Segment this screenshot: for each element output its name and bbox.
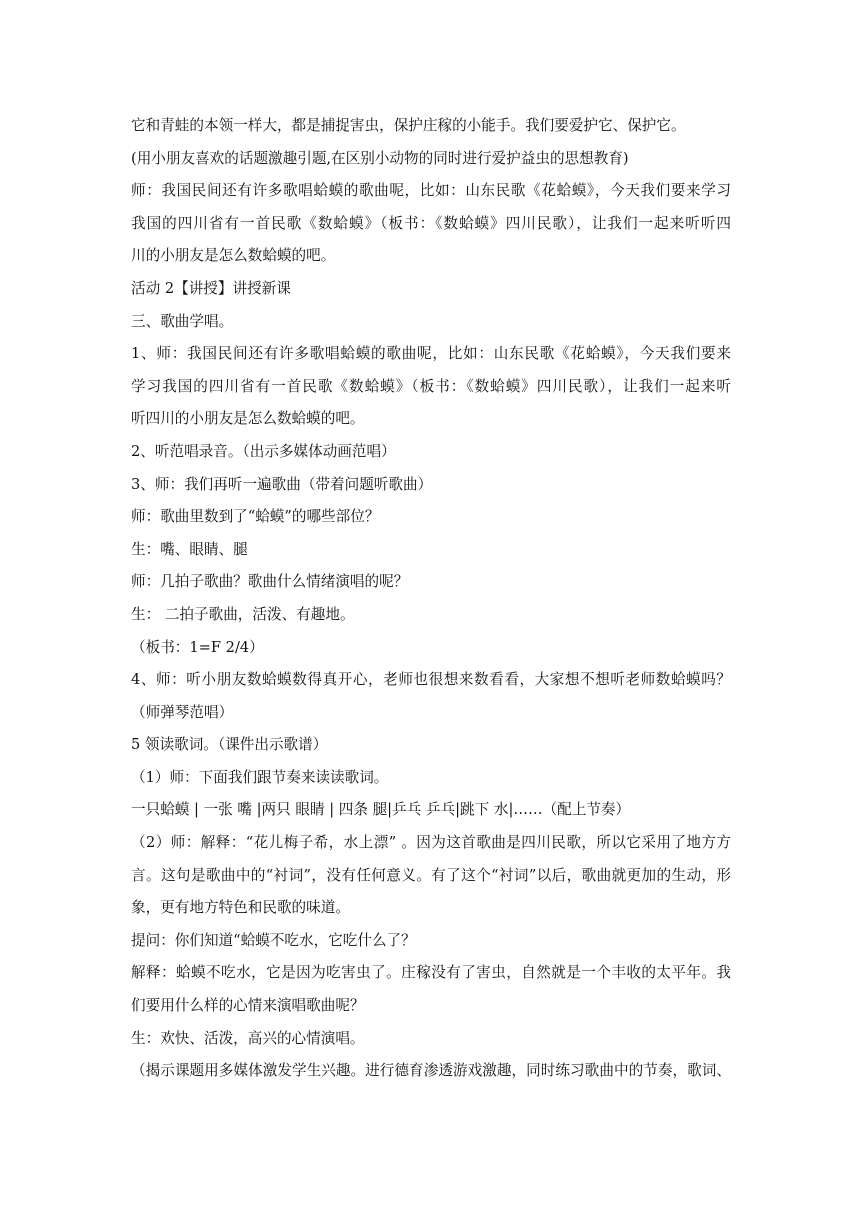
- text-line: 们要用什么样的心情来演唱歌曲呢？: [131, 997, 365, 1015]
- text-line: 师：歌曲里数到了“蛤蟆”的哪些部位？: [131, 508, 380, 526]
- text-line: 师：我国民间还有许多歌唱蛤蟆的歌曲呢，比如：山东民歌《花蛤蟆》，今天我们要来学习: [131, 182, 731, 200]
- text-line: (用小朋友喜欢的话题激趣引题,在区别小动物的同时进行爱护益虫的思想教育): [131, 149, 629, 167]
- text-line: 提问：你们知道“蛤蟆不吃水，它吃什么了？: [131, 931, 416, 949]
- text-line: 师：几拍子歌曲？歌曲什么情绪演唱的呢？: [131, 573, 409, 591]
- text-line: （师弹琴范唱）: [131, 703, 234, 721]
- text-line: 3、师：我们再听一遍歌曲（带着问题听歌曲）: [131, 475, 433, 493]
- text-line: 川的小朋友是怎么数蛤蟆的吧。: [131, 247, 336, 265]
- text-line: 三、歌曲学唱。: [131, 312, 234, 330]
- text-line: 象，更有地方特色和民歌的味道。: [131, 899, 350, 917]
- text-line: （1）师：下面我们跟节奏来读读歌词。: [131, 768, 389, 786]
- text-line: 生： 二拍子歌曲，活泼、有趣地。: [131, 605, 355, 623]
- text-line: 听四川的小朋友是怎么数蛤蟆的吧。: [131, 410, 365, 428]
- text-line: 我国的四川省有一首民歌《数蛤蟆》（板书：《数蛤蟆》四川民歌），让我们一起来听听四: [131, 214, 731, 232]
- text-line: 它和青蛙的本领一样大，都是捕捉害虫，保护庄稼的小能手。我们要爱护它、保护它。: [131, 117, 686, 134]
- text-line: （板书：1=F 2/4）: [131, 638, 264, 656]
- text-line: 言。这句是歌曲中的“衬词”，没有任何意义。有了这个“衬词”以后，歌曲就更加的生动，形: [131, 866, 731, 884]
- text-line: （2）师：解释：“花儿梅子希，水上漂” 。因为这首歌曲是四川民歌，所以它采用了地方方: [131, 834, 731, 852]
- document-body: [131, 110, 731, 1088]
- text-line: 生：欢快、活泼，高兴的心情演唱。: [131, 1029, 365, 1047]
- text-line: 4、师：听小朋友数蛤蟆数得真开心，老师也很想来数看看，大家想不想听老师数蛤蟆吗？: [131, 671, 731, 689]
- text-line: 5 领读歌词。（课件出示歌谱）: [131, 736, 328, 754]
- text-line: 生：嘴、眼睛、腿: [131, 540, 248, 558]
- text-line: 一只蛤蟆 | 一张 嘴 |两只 眼睛 | 四条 腿|乒乓 乒乓|跳下 水|……（配上节奏）: [131, 801, 631, 819]
- text-line: 2、听范唱录音。（出示多媒体动画范唱）: [131, 442, 396, 460]
- text-line: 活动 2【讲授】讲授新课: [131, 279, 291, 297]
- text-line: 学习我国的四川省有一首民歌《数蛤蟆》（板书：《数蛤蟆》四川民歌），让我们一起来听: [131, 377, 731, 395]
- text-line: 1、师：我国民间还有许多歌唱蛤蟆的歌曲呢，比如：山东民歌《花蛤蟆》，今天我们要来: [131, 345, 731, 363]
- text-line: （揭示课题用多媒体激发学生兴趣。进行德育渗透游戏激趣，同时练习歌曲中的节奏，歌词、: [131, 1062, 731, 1080]
- text-line: 解释：蛤蟆不吃水，它是因为吃害虫了。庄稼没有了害虫，自然就是一个丰收的太平年。我: [131, 964, 731, 982]
